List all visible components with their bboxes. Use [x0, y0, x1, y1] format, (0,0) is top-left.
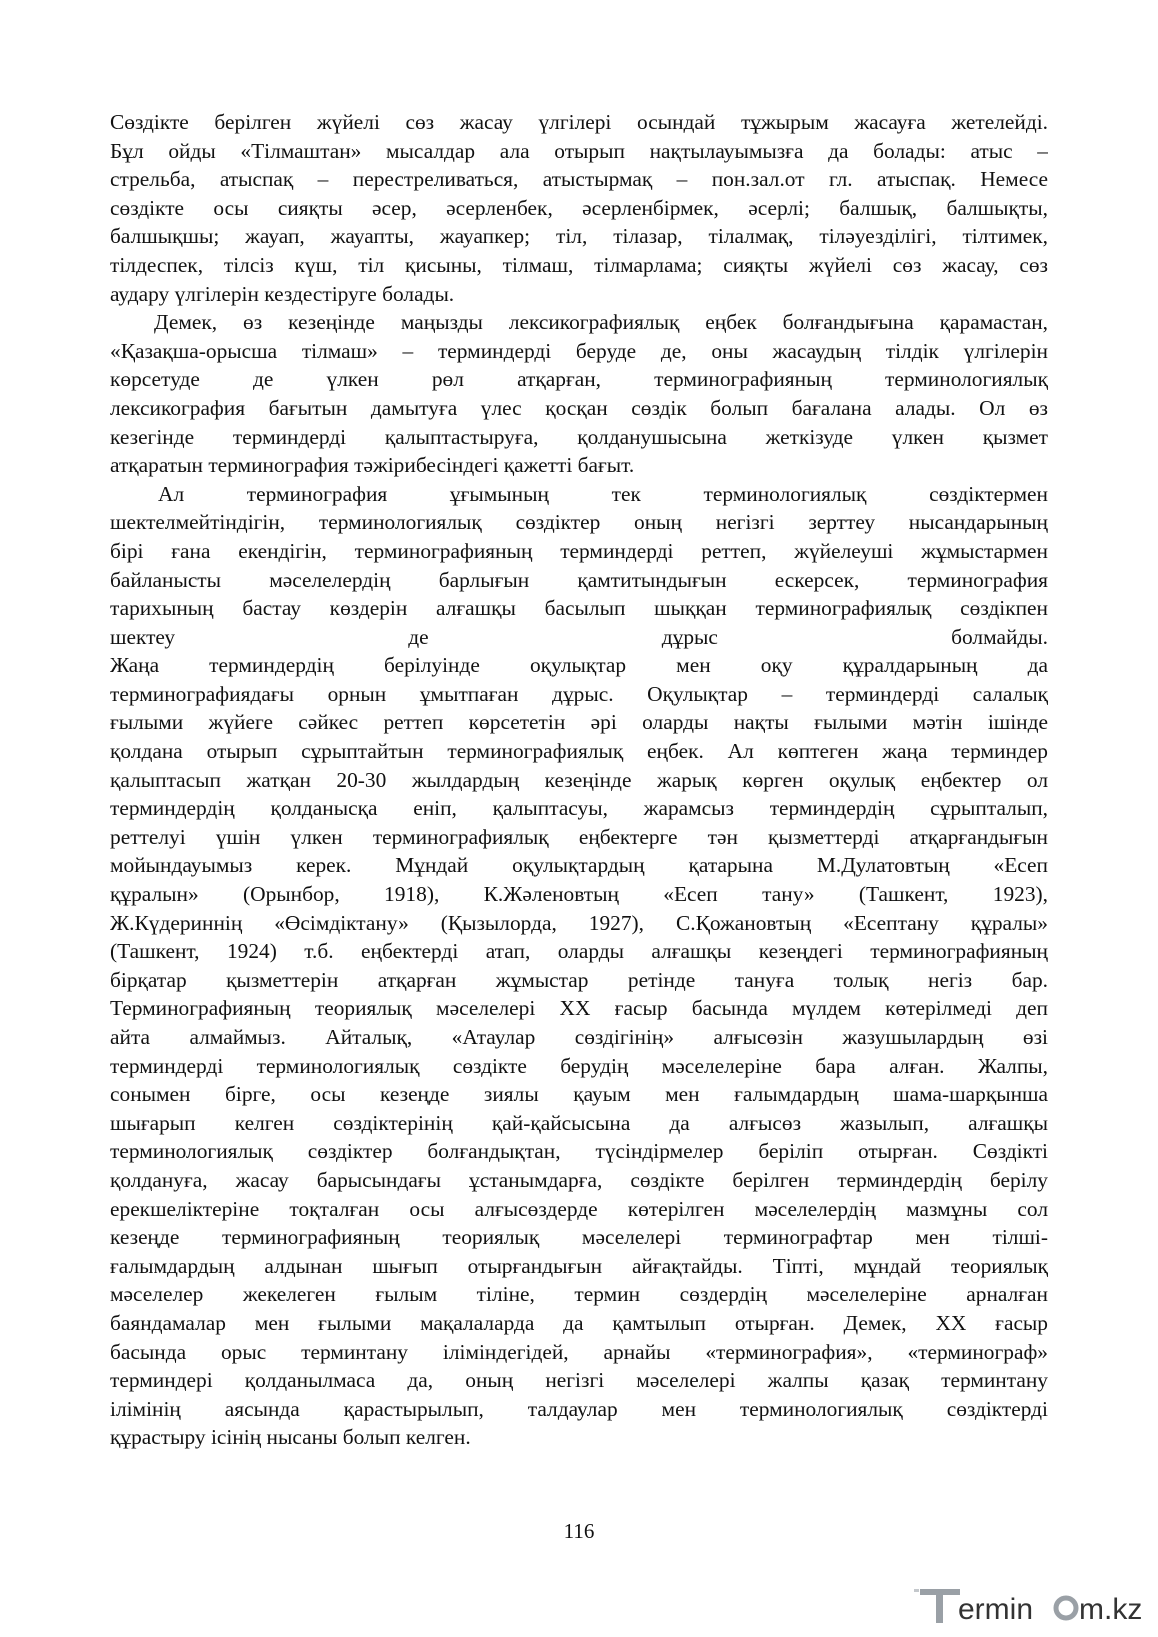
- text-line: Ж.Күдериннің «Өсімдіктану» (Қызылорда, 1927), С.Қожановтың «Есептану құралы»: [110, 910, 1048, 935]
- text-line: терминологиялық сөздіктер болғандықтан, түсіндірмелер беріліп отырған. Сөздікті: [110, 1139, 1048, 1164]
- watermark-text-right: m.kz: [1079, 1593, 1143, 1626]
- text-line: терминдері қолданылмаса да, оның негізгі мәселелері жалпы қазақ терминтану: [110, 1368, 1048, 1393]
- text-line: Сөздікте берілген жүйелі сөз жасау үлгілері осындай тұжырым жасауға жетелейді.: [110, 110, 1048, 134]
- text-line: Терминографияның теориялық мәселелері ХХ ғасыр басында мүлдем көтерілмеді деп: [110, 996, 1048, 1021]
- text-line: қолдана отырып сұрыптайтын терминографиялық еңбек. Ал көптеген жаңа терминдер: [110, 739, 1048, 764]
- text-line: шығарып келген сөздіктерінің қай-қайсысына да алғысөз жазылып, алғашқы: [110, 1110, 1048, 1135]
- text-line: аудару үлгілерін кездестіруге болады.: [110, 281, 455, 306]
- text-line: Жаңа терминдердің берілуінде оқулықтар мен оқу құралдарының да: [110, 653, 1048, 678]
- text-line: сөздікте осы сияқты әсер, әсерленбек, әсерленбірмек, әсерлі; балшық, балшықты,: [110, 195, 1048, 220]
- text-line: ерекшеліктеріне тоқталған осы алғысөздерде көтерілген мәселелердің мазмұны сол: [110, 1196, 1048, 1221]
- text-line: ілімінің аясында қарастырылып, талдаулар мен терминологиялық сөздіктерді: [110, 1396, 1048, 1421]
- text-line: Бұл ойды «Тілмаштан» мысалдар ала отырып нақтылауымызға да болады: атыс –: [110, 138, 1048, 163]
- text-line: атқаратын терминография тәжірибесіндегі қажетті бағыт.: [110, 453, 635, 478]
- text-line: қолдануға, жасау барысындағы ұстанымдарға, сөздікте берілген терминдердің берілу: [110, 1167, 1048, 1192]
- text-line: құрастыру ісінің нысаны болып келген.: [110, 1425, 471, 1450]
- text-line: терминдерді терминологиялық сөздікте берудің мәселелеріне бара алған. Жалпы,: [110, 1053, 1048, 1078]
- body-text: [110, 108, 1048, 1452]
- text-line: бірі ғана екендігін, терминографияның терминдерді реттеп, жүйелеуші жұмыстармен: [110, 538, 1048, 563]
- text-line: тарихының бастау көздерін алғашқы басылып шыққан терминографиялық сөздікпен: [110, 596, 1048, 621]
- watermark-text-left: ermin: [958, 1593, 1034, 1626]
- text-line: басында орыс терминтану іліміндегідей, арнайы «терминография», «терминограф»: [110, 1339, 1048, 1364]
- text-line: баяндамалар мен ғылыми мақалаларда да қамтылып отырған. Демек, ХХ ғасыр: [110, 1310, 1048, 1335]
- text-line: мәселелер жекелеген ғылым тіліне, термин сөздердің мәселелеріне арналған: [110, 1282, 1048, 1307]
- text-line: қалыптасып жатқан 20-30 жылдардың кезеңінде жарық көрген оқулық еңбектер ол: [110, 767, 1048, 792]
- text-line: (Ташкент, 1924) т.б. еңбектерді атап, оларды алғашқы кезеңдегі терминографияның: [110, 939, 1048, 964]
- text-line: терминдердің қолданысқа еніп, қалыптасуы, жарамсыз терминдердің сұрыпталып,: [110, 796, 1048, 821]
- text-line: айта алмаймыз. Айталық, «Атаулар сөздігінің» алғысөзін жазушылардың өзі: [110, 1025, 1048, 1049]
- text-line: ғылыми жүйеге сәйкес реттеп көрсететін әрі оларды нақты ғылыми мәтін ішінде: [110, 710, 1048, 735]
- text-line: кезеңде терминографияның теориялық мәселелері терминографтар мен тілші-: [110, 1225, 1048, 1250]
- text-line: балшықшы; жауап, жауапты, жауапкер; тіл, тілазар, тілалмақ, тіләуезділігі, тілтимек,: [110, 224, 1048, 249]
- text-line: «Қазақша-орысша тілмаш» – терминдерді беруде де, оны жасаудың тілдік үлгілерін: [110, 338, 1048, 363]
- termincom-watermark-logo: [914, 1575, 1144, 1631]
- text-line: терминографиядағы орнын ұмытпаған дұрыс. Оқулықтар – терминдерді салалық: [110, 681, 1048, 706]
- text-line: тілдеспек, тілсіз күш, тіл қисыны, тілмаш, тілмарлама; сияқты жүйелі сөз жасау, сөз: [110, 252, 1048, 277]
- text-line: шектеу де дұрыс болмайды.: [110, 624, 1048, 649]
- text-line: лексикография бағытын дамытуға үлес қосқан сөздік болып бағалана алады. Ол өз: [110, 395, 1048, 420]
- text-line: Демек, өз кезеңінде маңызды лексикографиялық еңбек болғандығына қарамастан,: [154, 310, 1048, 335]
- text-line: көрсетуде де үлкен рөл атқарған, терминографияның терминологиялық: [110, 367, 1048, 392]
- text-line: кезегінде терминдерді қалыптастыруға, қолданушысына жеткізуде үлкен қызмет: [110, 424, 1048, 449]
- text-line: шектелмейтіндігін, терминологиялық сөздіктер оның негізгі зерттеу нысандарының: [110, 510, 1048, 535]
- page-number: 116: [563, 1519, 595, 1543]
- text-line: реттелуі үшін үлкен терминографиялық еңбектерге тән қызметтерді атқарғандығын: [110, 824, 1048, 849]
- text-line: бірқатар қызметтерін атқарған жұмыстар ретінде тануға толық негіз бар.: [110, 967, 1048, 992]
- termincom-logo-icon: [914, 1575, 1144, 1631]
- text-line: Ал терминография ұғымының тек терминологиялық сөздіктермен: [158, 481, 1048, 506]
- text-line: сонымен бірге, осы кезеңде зиялы қауым мен ғалымдардың шама-шарқынша: [110, 1082, 1048, 1107]
- text-line: байланысты мәселелердің барлығын қамтитындығын ескерсек, терминография: [110, 567, 1048, 592]
- text-line: құралын» (Орынбор, 1918), К.Жәленовтың «Есеп тану» (Ташкент, 1923),: [110, 882, 1048, 907]
- text-line: мойындауымыз керек. Мұндай оқулықтардың қатарына М.Дулатовтың «Есеп: [110, 853, 1048, 878]
- text-line: ғалымдардың алдынан шығып отырғандығын айғақтайды. Тіпті, мұндай теориялық: [110, 1253, 1048, 1278]
- text-line: стрельба, атыспақ – перестреливаться, атыстырмақ – пон.зал.от гл. атыспақ. Немесе: [110, 167, 1048, 192]
